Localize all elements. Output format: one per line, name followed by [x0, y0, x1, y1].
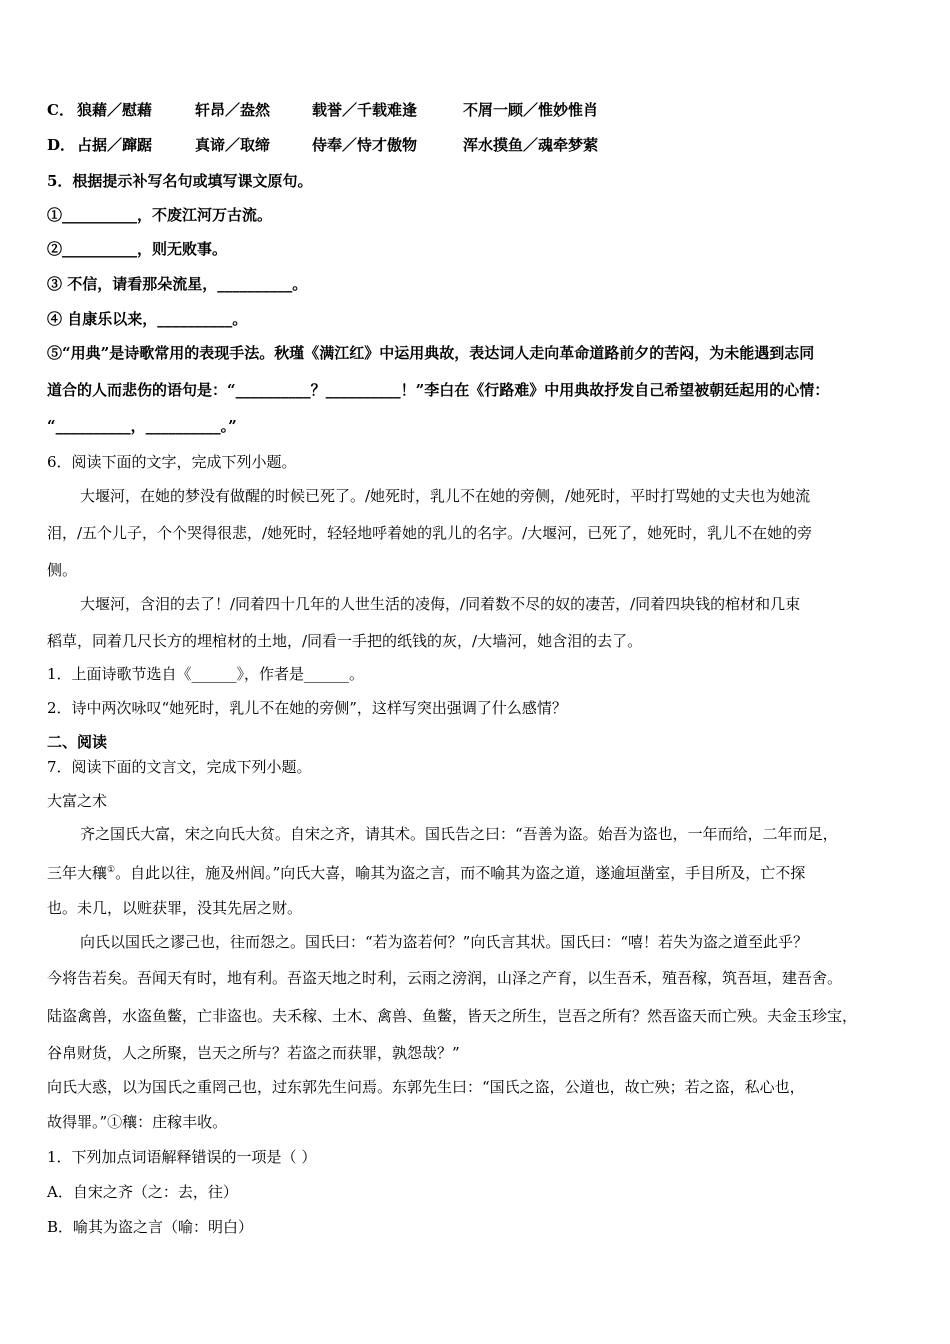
option-item: 轩昂／盎然	[195, 101, 271, 119]
q7-passage-line: 今将告若矣。吾闻天有时，地有利。吾盗天地之时利，云雨之滂润，山泽之产育，以生吾禾，殖吾稼，筑吾垣，建吾舍。	[47, 969, 843, 987]
q5-line-1: ①__________，不废江河万古流。	[47, 206, 273, 224]
option-item: 侍奉／恃才傲物	[312, 136, 418, 154]
section-heading: 二、阅读	[47, 733, 108, 751]
q5-line-5c: “__________，__________。”	[47, 417, 237, 435]
q7-passage-line: 故得罪。”①穰：庄稼丰收。	[47, 1113, 228, 1131]
q7-passage-line: 向氏大惑，以为国氏之重罔己也，过东郭先生问焉。东郭先生曰：“国氏之盗，公道也，故亡殃；若之盗，私心也，	[47, 1078, 805, 1096]
option-item: 不屑一顾／惟妙惟肖	[463, 101, 599, 119]
q6-subquestion-2: 2．诗中两次咏叹“她死时，乳儿不在她的旁侧”，这样写突出强调了什么感情？	[47, 699, 567, 717]
footnote-marker: ①	[107, 865, 116, 875]
option-item: 狼藉／慰藉	[77, 101, 153, 119]
option-item: 浑水摸鱼／魂牵梦萦	[463, 136, 599, 154]
option-item: 真谛／取缔	[195, 136, 271, 154]
q6-stem: 6．阅读下面的文字，完成下列小题。	[47, 453, 297, 471]
option-letter: C．	[47, 101, 74, 119]
q7-option-b: B．喻其为盗之言（喻：明白）	[47, 1218, 254, 1236]
q7-stem: 7．阅读下面的文言文，完成下列小题。	[47, 758, 312, 776]
option-item: 占据／蹿踞	[77, 136, 153, 154]
q7-passage-line: 齐之国氏大富，宋之向氏大贫。自宋之齐，请其术。国氏告之曰：“吾善为盗。始吾为盗也，一年而给，二年而足，	[80, 825, 838, 843]
q7-passage-title: 大富之术	[47, 792, 108, 810]
q5-line-5b: 道合的人而悲伤的语句是：“__________？__________！”李白在《行路难》中用典故抒发自己希望被朝廷起用的心情：	[47, 381, 830, 399]
q6-subquestion-1: 1．上面诗歌节选自《______》，作者是______。	[47, 665, 365, 683]
q6-poem-line: 稻草，同着几尺长方的埋棺材的土地，/同看一手把的纸钱的灰，/大墙河，她含泪的去了。	[47, 632, 643, 650]
q7-subquestion-1: 1．下列加点词语解释错误的一项是（ ）	[47, 1148, 317, 1166]
q4-option-d	[47, 134, 598, 156]
q6-poem-line: 侧。	[47, 561, 78, 579]
option-item: 载誉／千载难逢	[312, 101, 418, 119]
q4-option-c	[47, 99, 598, 121]
q5-line-3: ③ 不信，请看那朵流星，__________。	[47, 275, 308, 293]
q5-line-5a: ⑤“用典”是诗歌常用的表现手法。秋瑾《满江红》中运用典故，表达词人走向革命道路前夕的苦闷，为未能遇到志同	[47, 344, 815, 362]
q7-passage-line: 也。未几，以赃获罪，没其先居之财。	[47, 899, 303, 917]
q5-line-2: ②__________，则无败事。	[47, 240, 228, 258]
q7-option-a: A．自宋之齐（之：去，往）	[47, 1183, 238, 1201]
q5-line-4: ④ 自康乐以来，__________。	[47, 310, 248, 328]
q7-passage-line: 三年大穰①。自此以往，施及州闾。”向氏大喜，喻其为盗之言，而不喻其为盗之道，遂逾垣凿室，手目所及，亡不探	[47, 864, 806, 882]
q7-passage-line: 陆盗禽兽，水盗鱼鳖，亡非盗也。夫禾稼、土木、禽兽、鱼鳖，皆天之所生，岂吾之所有？然吾盗天而亡殃。夫金玉珍宝，	[47, 1007, 858, 1025]
q5-stem: 5．根据提示补写名句或填写课文原句。	[47, 172, 313, 190]
q6-poem-line: 泪，/五个儿子，个个哭得很悲，/她死时，轻轻地呼着她的乳儿的名字。/大堰河，已死了，她死时，乳儿不在她的旁	[47, 524, 813, 542]
q6-poem-line: 大堰河，含泪的去了！/同着四十几年的人世生活的凌侮，/同着数不尽的奴的凄苦，/同着四块钱的棺材和几束	[80, 595, 801, 613]
q7-passage-line: 向氏以国氏之谬己也，往而怨之。国氏曰：“若为盗若何？”向氏言其状。国氏曰：“嘻！若失为盗之道至此乎？	[80, 933, 809, 951]
q7-passage-line: 谷帛财货，人之所聚，岂天之所与？若盗之而获罪，孰怨哉？”	[47, 1044, 460, 1062]
option-letter: D．	[47, 136, 76, 154]
q6-poem-line: 大堰河，在她的梦没有做醒的时候已死了。/她死时，乳儿不在她的旁侧，/她死时，平时打骂她的丈夫也为她流	[80, 487, 811, 505]
